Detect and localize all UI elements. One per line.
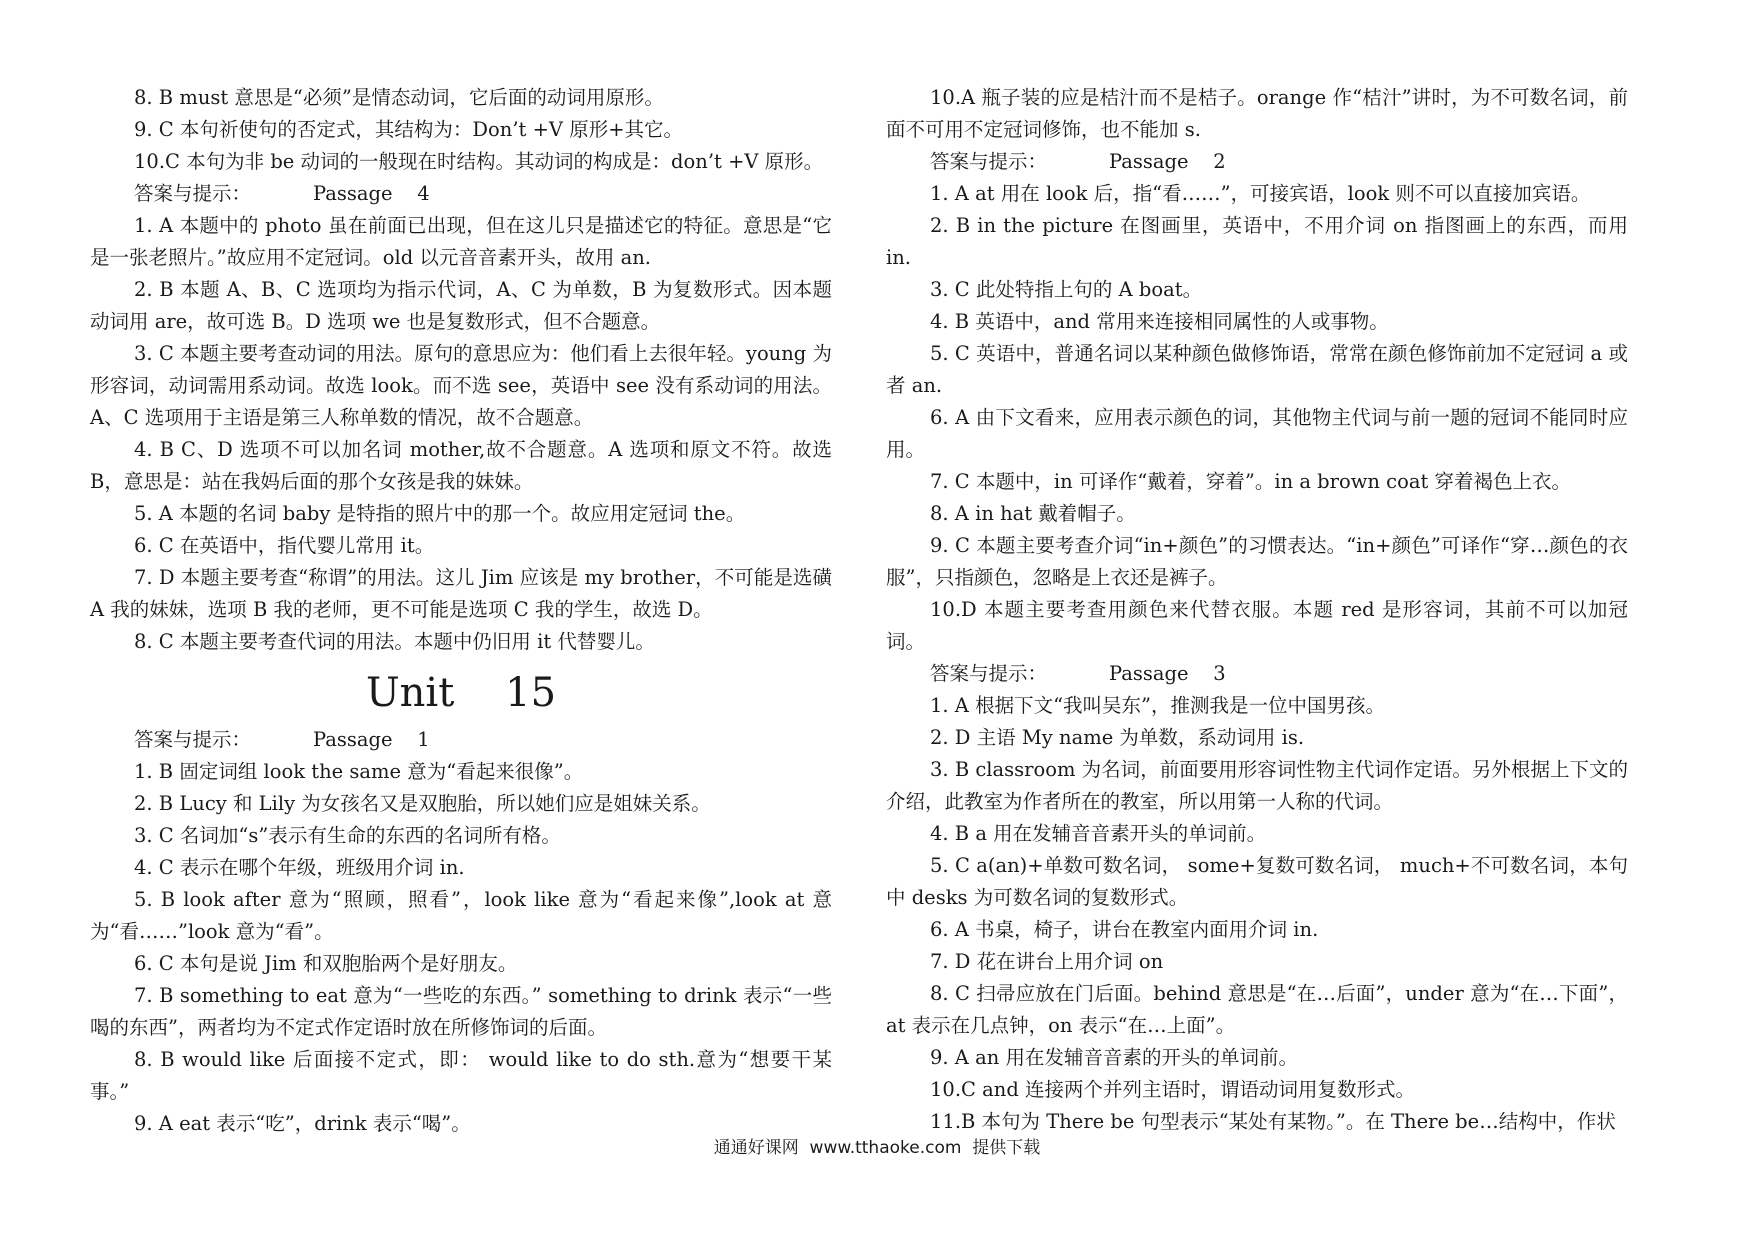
page-footer: 通通好课网 www.tthaoke.com 提供下载 <box>713 1138 1041 1158</box>
unit-heading: Unit 15 <box>365 670 557 716</box>
answer-explanation: 2. B 本题 A、B、C 选项均为指示代词，A、C 为单数，B 为复数形式。因本题动词用 are，故可选 B。D 选项 we 也是复数形式，但不合题意。 <box>90 278 832 333</box>
answer-explanation: 7. B something to eat 意为“一些吃的东西。” something to drink 表示“一些喝的东西”，两者均为不定式作定语时放在所修饰词的后面。 <box>90 984 832 1039</box>
answer-explanation: 8. B would like 后面接不定式，即： would like to do sth.意为“想要干某事。” <box>90 1048 832 1103</box>
answer-explanation: 2. B Lucy 和 Lily 为女孩名又是双胞胎，所以她们应是姐妹关系。 <box>134 792 711 815</box>
answer-explanation: 5. C 英语中，普通名词以某种颜色做修饰语，常常在颜色修饰前加不定冠词 a 或者 an. <box>886 342 1628 397</box>
answer-explanation: 6. A 书桌，椅子，讲台在教室内面用介词 in. <box>930 918 1319 941</box>
answer-explanation: 8. C 本题主要考查代词的用法。本题中仍旧用 it 代替婴儿。 <box>134 630 655 653</box>
answer-section-header: 答案与提示： Passage 1 <box>134 728 430 751</box>
answer-explanation: 5. C a(an)+单数可数名词， some+复数可数名词， much+不可数名词，本句中 desks 为可数名词的复数形式。 <box>886 854 1628 909</box>
answer-explanation: 8. A in hat 戴着帽子。 <box>930 502 1136 525</box>
answer-explanation: 3. C 本题主要考查动词的用法。原句的意思应为：他们看上去很年轻。young 为形容词，动词需用系动词。故选 look。而不选 see，英语中 see 没有系动词的用法。A、C 选项用于主语是第三人称单数的情况，故不合题意。 <box>90 342 832 429</box>
answer-explanation: 7. D 本题主要考查“称谓”的用法。这儿 Jim 应该是 my brother，不可能是选磺 A 我的妹妹，选项 B 我的老师，更不可能是选项 C 我的学生，故选 D。 <box>90 566 832 621</box>
answer-explanation: 8. B must 意思是“必须”是情态动词，它后面的动词用原形。 <box>134 86 664 109</box>
answer-explanation: 3. C 名词加“s”表示有生命的东西的名词所有格。 <box>134 824 561 847</box>
right-column <box>886 82 1628 1138</box>
answer-explanation: 4. B 英语中，and 常用来连接相同属性的人或事物。 <box>930 310 1389 333</box>
answer-explanation: 5. A 本题的名词 baby 是特指的照片中的那一个。故应用定冠词 the。 <box>134 502 746 525</box>
answer-section-header: 答案与提示： Passage 2 <box>930 150 1226 173</box>
answer-explanation: 10.D 本题主要考查用颜色来代替衣服。本题 red 是形容词，其前不可以加冠词。 <box>886 598 1628 653</box>
answer-section-header: 答案与提示： Passage 4 <box>134 182 430 205</box>
answer-explanation: 4. C 表示在哪个年级，班级用介词 in. <box>134 856 465 879</box>
answer-explanation: 1. A 根据下文“我叫吴东”，推测我是一位中国男孩。 <box>930 694 1386 717</box>
answer-explanation: 2. B in the picture 在图画里，英语中，不用介词 on 指图画上的东西，而用 in. <box>886 214 1628 269</box>
answer-explanation: 3. C 此处特指上句的 A boat。 <box>930 278 1203 301</box>
answer-explanation: 1. B 固定词组 look the same 意为“看起来很像”。 <box>134 760 584 783</box>
answer-explanation: 2. D 主语 My name 为单数，系动词用 is. <box>930 726 1305 749</box>
answer-explanation: 5. B look after 意为“照顾，照看”，look like 意为“看起来像”,look at 意为“看……”look 意为“看”。 <box>90 888 832 943</box>
answer-explanation: 7. C 本题中，in 可译作“戴着，穿着”。in a brown coat 穿着褐色上衣。 <box>930 470 1571 493</box>
answer-explanation: 1. A 本题中的 photo 虽在前面已出现，但在这儿只是描述它的特征。意思是“它是一张老照片。”故应用不定冠词。old 以元音音素开头，故用 an. <box>90 214 832 269</box>
answer-explanation: 10.A 瓶子装的应是桔汁而不是桔子。orange 作“桔汁”讲时，为不可数名词，前面不可用不定冠词修饰，也不能加 s. <box>886 86 1628 141</box>
answer-explanation: 3. B classroom 为名词，前面要用形容词性物主代词作定语。另外根据上下文的介绍，此教室为作者所在的教室，所以用第一人称的代词。 <box>886 758 1628 813</box>
answer-explanation: 4. B C、D 选项不可以加名词 mother,故不合题意。A 选项和原文不符。故选 B，意思是：站在我妈后面的那个女孩是我的妹妹。 <box>90 438 832 493</box>
answer-explanation: 9. A eat 表示“吃”，drink 表示“喝”。 <box>134 1112 471 1135</box>
answer-explanation: 4. B a 用在发辅音音素开头的单词前。 <box>930 822 1267 845</box>
answer-explanation: 6. C 在英语中，指代婴儿常用 it。 <box>134 534 435 557</box>
answer-explanation: 10.C 本句为非 be 动词的一般现在时结构。其动词的构成是：don’t +V 原形。 <box>134 150 824 173</box>
answer-section-header: 答案与提示： Passage 3 <box>930 662 1226 685</box>
answer-explanation: 11.B 本句为 There be 句型表示“某处有某物。”。在 There be…结构中，作状 <box>930 1110 1616 1133</box>
answer-explanation: 9. C 本题主要考查介词“in+颜色”的习惯表达。“in+颜色”可译作“穿…颜色的衣服”，只指颜色，忽略是上衣还是裤子。 <box>886 534 1628 589</box>
answer-explanation: 8. C 扫帚应放在门后面。behind 意思是“在…后面”，under 意为“在…下面”，at 表示在几点钟，on 表示“在…上面”。 <box>886 982 1628 1037</box>
answer-explanation: 7. D 花在讲台上用介词 on <box>930 950 1164 973</box>
answer-explanation: 9. A an 用在发辅音音素的开头的单词前。 <box>930 1046 1298 1069</box>
answer-explanation: 9. C 本句祈使句的否定式，其结构为：Don’t +V 原形+其它。 <box>134 118 684 141</box>
answer-explanation: 6. A 由下文看来，应用表示颜色的词，其他物主代词与前一题的冠词不能同时应用。 <box>886 406 1628 461</box>
answer-explanation: 10.C and 连接两个并列主语时，谓语动词用复数形式。 <box>930 1078 1415 1101</box>
left-column <box>90 82 832 1140</box>
answer-explanation: 6. C 本句是说 Jim 和双胞胎两个是好朋友。 <box>134 952 518 975</box>
answer-explanation: 1. A at 用在 look 后，指“看……”，可接宾语，look 则不可以直接加宾语。 <box>930 182 1591 205</box>
